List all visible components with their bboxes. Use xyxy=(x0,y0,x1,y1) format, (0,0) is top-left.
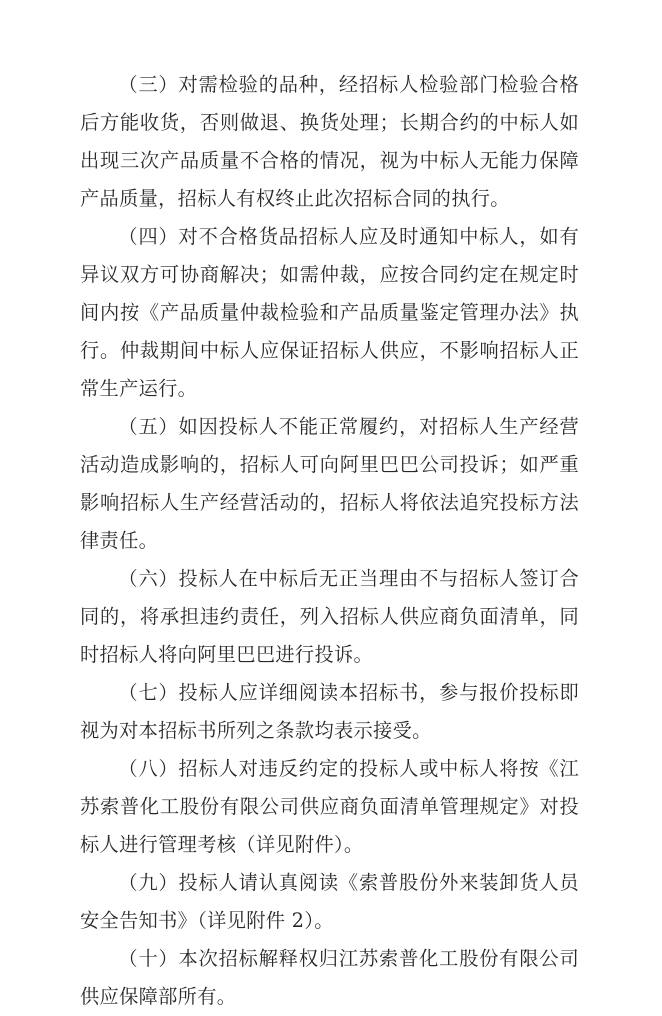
clause-paragraph-6: （六）投标人在中标后无正当理由不与招标人签订合同的，将承担违约责任，列入招标人供应商负面清单，同时招标人将向阿里巴巴进行投诉。 xyxy=(80,567,579,666)
clause-paragraph-9: （九）投标人请认真阅读《索普股份外来装卸货人员安全告知书》（详见附件 2）。 xyxy=(80,871,579,932)
clause-paragraph-4: （四）对不合格货品招标人应及时通知中标人，如有异议双方可协商解决；如需仲裁，应按合同约定在规定时间内按《产品质量仲裁检验和产品质量鉴定管理办法》执行。仲裁期间中标人应保证招标人供应，不影响招标人正常生产运行。 xyxy=(80,225,579,400)
document-text-body xyxy=(80,66,579,1016)
clause-paragraph-5: （五）如因投标人不能正常履约，对招标人生产经营活动造成影响的，招标人可向阿里巴巴公司投诉；如严重影响招标人生产经营活动的，招标人将依法追究投标方法律责任。 xyxy=(80,415,579,552)
clause-paragraph-8: （八）招标人对违反约定的投标人或中标人将按《江苏索普化工股份有限公司供应商负面清单管理规定》对投标人进行管理考核（详见附件）。 xyxy=(80,757,579,856)
clause-paragraph-3: （三）对需检验的品种，经招标人检验部门检验合格后方能收货，否则做退、换货处理；长期合约的中标人如出现三次产品质量不合格的情况，视为中标人无能力保障产品质量，招标人有权终止此次招标合同的执行。 xyxy=(80,73,579,210)
clause-paragraph-7: （七）投标人应详细阅读本招标书，参与报价投标即视为对本招标书所列之条款均表示接受。 xyxy=(80,681,579,742)
clause-paragraph-10: （十）本次招标解释权归江苏索普化工股份有限公司供应保障部所有。 xyxy=(80,947,579,1008)
